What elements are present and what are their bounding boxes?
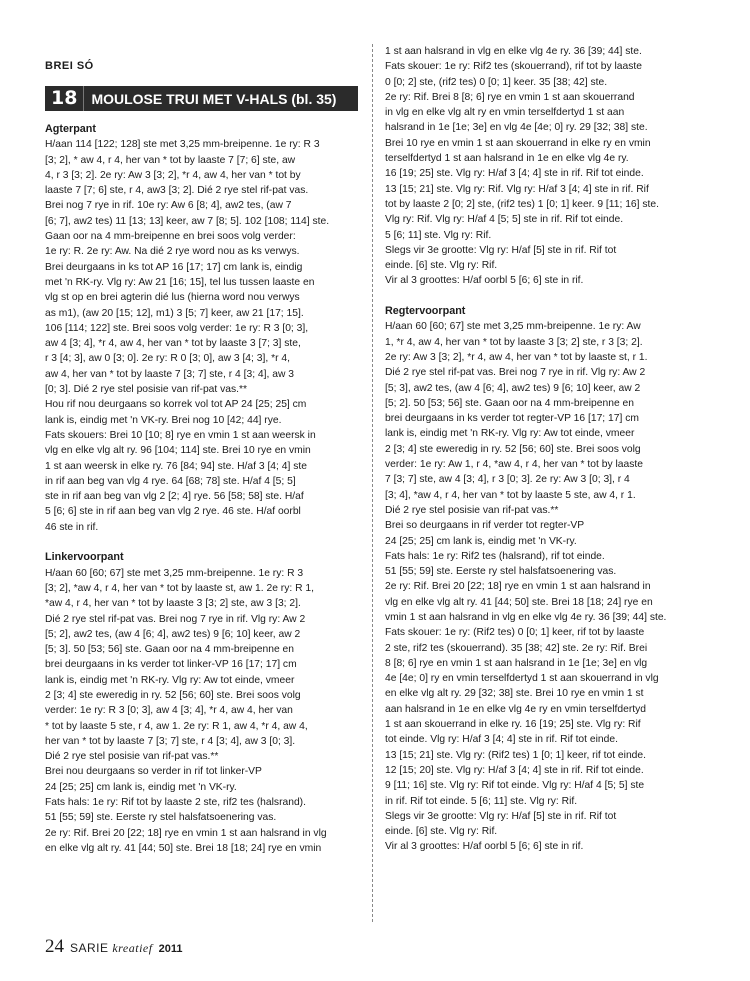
instruction-line: ste in rif aan beg van vlg 2 [2; 4] rye. 56 [58; 58] ste. H/af xyxy=(45,491,304,503)
instruction-line: brei deurgaans in ks verder tot regter-VP 16 [17; 17] cm xyxy=(385,413,639,425)
instruction-line: 1 st aan halsrand in vlg en elke vlg 4e ry. 36 [39; 44] ste. xyxy=(385,46,642,57)
instruction-line: Fats skouers: Brei 10 [10; 8] rye en vmin 1 st aan weersk in xyxy=(45,429,316,441)
instruction-line: 4, r 3 [3; 2]. 2e ry: Aw 3 [3; 2], *r 4, aw 4, her van * tot by xyxy=(45,169,301,181)
instruction-line: en elke vlg alt ry. 29 [32; 38] ste. Brei 10 rye en vmin 1 st xyxy=(385,688,644,700)
instruction-line: [3; 2], * aw 4, r 4, her van * tot by laaste 7 [7; 6] ste, aw xyxy=(45,154,296,166)
instruction-line: brei deurgaans in ks verder tot linker-VP 16 [17; 17] cm xyxy=(45,659,297,671)
instruction-line: *aw 4, r 4, her van * tot by laaste 3 [3; 2] ste, aw 3 [3; 2]. xyxy=(45,598,301,610)
pattern-number: 18 xyxy=(45,86,84,111)
instruction-line: 7 [3; 7] ste, aw 4 [3; 4], r 3 [0; 3]. 2e ry: Aw 3 [0; 3], r 4 xyxy=(385,474,630,486)
instruction-line xyxy=(385,289,666,304)
instruction-line: einde. [6] ste. Vlg ry: Rif. xyxy=(385,826,498,838)
instruction-line: Fats skouer: 1e ry: Rif2 tes (skouerrand), rif tot by laaste xyxy=(385,61,642,73)
instruction-line: Brei 10 rye en vmin 1 st aan skouerrand in elke ry en vmin xyxy=(385,137,651,149)
instruction-line: 1e ry: R. 2e ry: Aw. Na dié 2 rye word nou as ks verwys. xyxy=(45,246,300,258)
instruction-line: 2e ry: Rif. Brei 8 [8; 6] rye en vmin 1 st aan skouerrand xyxy=(385,91,635,103)
instruction-line: terselfdertyd 1 st aan halsrand in 1e en elke vlg 4e ry. xyxy=(385,153,629,165)
instruction-line: Dié 2 rye stel posisie van rif-pat vas.** xyxy=(45,751,219,763)
instruction-line: Hou rif nou deurgaans so korrek vol tot AP 24 [25; 25] cm xyxy=(45,399,307,411)
instruction-line: 2e ry: Rif. Brei 20 [22; 18] rye en vmin 1 st aan halsrand in vlg xyxy=(45,827,327,839)
right-column xyxy=(385,44,666,855)
instruction-line: aw 4 [3; 4], *r 4, aw 4, her van * tot by laaste 3 [7; 3] ste, xyxy=(45,338,301,350)
instruction-line: [3; 4], *aw 4, r 4, her van * tot by laaste 5 ste, aw 4, r 1. xyxy=(385,489,636,501)
instruction-line: [5; 3], aw2 tes, (aw 4 [6; 4], aw2 tes) 9 [6; 10] keer, aw 2 xyxy=(385,382,641,394)
instruction-line: [6; 7], aw2 tes) 11 [13; 13] keer, aw 7 [8; 5]. 102 [108; 114] ste. xyxy=(45,215,330,227)
section-heading: Agterpant xyxy=(45,123,96,135)
instruction-line: Brei deurgaans in ks tot AP 16 [17; 17] cm lank is, eindig xyxy=(45,261,303,273)
instruction-line: in rif aan beg van vlg 4 rye. 64 [68; 78] ste. H/af 4 [5; 5] xyxy=(45,475,296,487)
instruction-line: 4e [4e; 0] ry en vmin terselfdertyd 1 st aan skouerrand in vlg xyxy=(385,673,659,685)
instruction-line: 2e ry: Rif. Brei 20 [22; 18] rye en vmin 1 st aan halsrand in xyxy=(385,581,651,593)
instruction-line: 12 [15; 20] ste. Vlg ry: H/af 3 [4; 4] ste in rif. Rif tot einde. xyxy=(385,764,644,776)
instruction-line: Brei so deurgaans in rif verder tot regter-VP xyxy=(385,520,585,532)
instruction-line: vlg en elke vlg alt ry. 41 [44; 50] ste. Brei 18 [18; 24] rye en xyxy=(385,596,653,608)
instruction-line: laaste 7 [7; 6] ste, r 4, aw3 [3; 2]. Dié 2 rye stel rif-pat vas. xyxy=(45,185,309,197)
instruction-line: [0; 3]. Dié 2 rye stel posisie van rif-pat vas.** xyxy=(45,384,248,396)
instruction-line: Brei nou deurgaans so verder in rif tot linker-VP xyxy=(45,766,262,778)
instruction-line: Fats hals: 1e ry: Rif2 tes (halsrand), rif tot einde. xyxy=(385,550,605,562)
instruction-line: Dié 2 rye stel rif-pat vas. Brei nog 7 rye in rif. Vlg ry: Aw 2 xyxy=(385,367,646,379)
instruction-line: [5; 3]. 50 [53; 56] ste. Gaan oor na 4 mm-breipenne en xyxy=(45,644,294,656)
instruction-line: tot einde. Vlg ry: H/af 3 [4; 4] ste in rif. Rif tot einde. xyxy=(385,734,618,746)
instruction-line: Vir al 3 groottes: H/af oorbl 5 [6; 6] ste in rif. xyxy=(385,275,584,287)
instruction-line: tot by laaste 2 [0; 2] ste, (rif2 tes) 1 [0; 1] keer. 9 [11; 16] ste. xyxy=(385,198,659,210)
instruction-line: her van * tot by laaste 7 [3; 7] ste, r 4 [3; 4], aw 3 [0; 3]. xyxy=(45,735,296,747)
section-kicker: BREI SÓ xyxy=(45,60,94,72)
instruction-line: 51 [55; 59] ste. Eerste ry stel halsfatsoenering vas. xyxy=(385,566,617,578)
instruction-line: 13 [15; 21] ste. Vlg ry: (Rif2 tes) 1 [0; 1] keer, rif tot einde. xyxy=(385,749,646,761)
instruction-line: Slegs vir 3e grootte: Vlg ry: H/af [5] ste in rif. Rif tot xyxy=(385,810,617,822)
instruction-line: H/aan 114 [122; 128] ste met 3,25 mm-breipenne. 1e ry: R 3 xyxy=(45,139,320,151)
instruction-line: [5; 2], aw2 tes, (aw 4 [6; 4], aw2 tes) 9 [6; 10] keer, aw 2 xyxy=(45,628,301,640)
instruction-line: 2e ry: Aw 3 [3; 2], *r 4, aw 4, her van * tot by laaste st, r 1. xyxy=(385,351,648,363)
issue-year: 2011 xyxy=(158,943,183,955)
instruction-line: Brei nog 7 rye in rif. 10e ry: Aw 6 [8; 4], aw2 tes, (aw 7 xyxy=(45,200,292,212)
instruction-line: [5; 2]. 50 [53; 56] ste. Gaan oor na 4 mm-breipenne en xyxy=(385,397,634,409)
instruction-line: Gaan oor na 4 mm-breipenne en brei soos volg verder: xyxy=(45,231,296,243)
section-heading: Linkervoorpant xyxy=(45,551,124,564)
instruction-line: met 'n RK-ry. Vlg ry: Aw 21 [16; 15], tel lus tussen laaste en xyxy=(45,276,315,288)
instruction-line: verder: 1e ry: R 3 [0; 3], aw 4 [3; 4], *r 4, aw 4, her van xyxy=(45,705,293,717)
instruction-line: r 3 [4; 3], aw 0 [3; 0]. 2e ry: R 0 [3; 0], aw 3 [4; 3], *r 4, xyxy=(45,353,290,365)
instruction-line: 2 [3; 4] ste eweredig in ry. 52 [56; 60] ste. Brei soos volg xyxy=(385,443,641,455)
instruction-line: 0 [0; 2] ste, (rif2 tes) 0 [0; 1] keer. 35 [38; 42] ste. xyxy=(385,76,608,88)
instruction-line: 51 [55; 59] ste. Eerste ry stel halsfatsoenering vas. xyxy=(45,812,277,824)
instruction-line: en elke vlg alt ry. 41 [44; 50] ste. Brei 18 [18; 24] rye en vmin xyxy=(45,842,322,854)
pattern-title-banner xyxy=(45,86,358,111)
instruction-line: Fats hals: 1e ry: Rif tot by laaste 2 ste, rif2 tes (halsrand). xyxy=(45,797,306,809)
instruction-line: 46 ste in rif. xyxy=(45,521,99,533)
instruction-line: lank is, eindig met 'n VK-ry. Brei nog 10 [42; 44] rye. xyxy=(45,414,282,426)
instruction-line: 5 [6; 11] ste. Vlg ry: Rif. xyxy=(385,229,492,241)
instruction-line: Dié 2 rye stel rif-pat vas. Brei nog 7 rye in rif. Vlg ry: Aw 2 xyxy=(45,613,306,625)
instruction-line: vmin 1 st aan halsrand in vlg en elke vlg 4e ry. 36 [39; 44] ste. xyxy=(385,611,667,623)
instruction-line: * tot by laaste 5 ste, r 4, aw 1. 2e ry: R 1, aw 4, *r 4, aw 4, xyxy=(45,720,308,732)
instruction-line: aw 4, her van * tot by laaste 7 [3; 7] ste, r 4 [3; 4], aw 3 xyxy=(45,368,294,380)
instruction-line: vlg st op en brei agterin dié lus (hierna word nou verwys xyxy=(45,292,300,304)
instruction-line: Dié 2 rye stel posisie van rif-pat vas.** xyxy=(385,504,559,516)
instruction-line: 8 [8; 6] rye en vmin 1 st aan halsrand in 1e [1e; 3e] en vlg xyxy=(385,657,648,669)
pattern-title: MOULOSE TRUI MET V-HALS (bl. 35) xyxy=(91,90,337,107)
magazine-name: SARIE kreatief xyxy=(70,941,153,955)
instruction-line: 5 [6; 6] ste in rif aan beg van vlg 2 rye. 46 ste. H/af oorbl xyxy=(45,506,301,518)
instruction-line: 24 [25; 25] cm lank is, eindig met 'n VK-ry. xyxy=(45,781,237,793)
instruction-line: H/aan 60 [60; 67] ste met 3,25 mm-breipenne. 1e ry: Aw xyxy=(385,321,641,333)
instruction-line: Fats skouer: 1e ry: (Rif2 tes) 0 [0; 1] keer, rif tot by laaste xyxy=(385,627,645,639)
instruction-line: 1 st aan weersk in elke ry. 76 [84; 94] ste. H/af 3 [4; 4] ste xyxy=(45,460,307,472)
page-footer xyxy=(45,936,182,958)
instruction-line: 13 [15; 21] ste. Vlg ry: Rif. Vlg ry: H/af 3 [4; 4] ste in rif. Rif xyxy=(385,183,649,195)
instruction-line xyxy=(45,535,329,550)
instruction-line: aan halsrand in 1e en elke vlg 4e ry en vmin terselfdertyd xyxy=(385,703,647,715)
instruction-line: lank is, eindig met 'n RK-ry. Vlg ry: Aw tot einde, vmeer xyxy=(385,428,635,440)
instruction-line: Slegs vir 3e grootte: Vlg ry: H/af [5] ste in rif. Rif tot xyxy=(385,244,617,256)
instruction-line: H/aan 60 [60; 67] ste met 3,25 mm-breipenne. 1e ry: R 3 xyxy=(45,567,304,579)
instruction-line: halsrand in 1e [1e; 3e] en vlg 4e [4e; 0] ry. 29 [32; 38] ste. xyxy=(385,122,648,134)
page-number: 24 xyxy=(45,936,64,957)
instruction-line: 1 st aan skouerrand in elke ry. 16 [19; 25] ste. Vlg ry: Rif xyxy=(385,719,641,731)
instruction-line: [3; 2], *aw 4, r 4, her van * tot by laaste st, aw 1. 2e ry: R 1, xyxy=(45,582,314,594)
instruction-line: 106 [114; 122] ste. Brei soos volg verder: 1e ry: R 3 [0; 3], xyxy=(45,322,309,334)
instruction-line: 1, *r 4, aw 4, her van * tot by laaste 3 [3; 2] ste, r 3 [3; 2]. xyxy=(385,336,643,348)
instruction-line: verder: 1e ry: Aw 1, r 4, *aw 4, r 4, her van * tot by laaste xyxy=(385,459,643,471)
instruction-line: einde. [6] ste. Vlg ry: Rif. xyxy=(385,260,498,272)
instruction-line: vlg en elke vlg alt ry. 96 [104; 114] ste. Brei 10 rye en vmin xyxy=(45,445,311,457)
instruction-line: in rif. Rif tot einde. 5 [6; 11] ste. Vlg ry: Rif. xyxy=(385,795,578,807)
instruction-line: lank is, eindig met 'n RK-ry. Vlg ry: Aw tot einde, vmeer xyxy=(45,674,295,686)
instruction-line: 9 [11; 16] ste. Vlg ry: Rif tot einde. Vlg ry: H/af 4 [5; 5] ste xyxy=(385,780,645,792)
instruction-line: as m1), (aw 20 [15; 12], m1) 3 [5; 7] keer, aw 21 [17; 15]. xyxy=(45,307,304,319)
instruction-line: Vlg ry: Rif. Vlg ry: H/af 4 [5; 5] ste in rif. Rif tot einde. xyxy=(385,214,624,226)
instruction-line: 16 [19; 25] ste. Vlg ry: H/af 3 [4; 4] ste in rif. Rif tot einde. xyxy=(385,168,644,180)
left-column xyxy=(45,122,329,856)
section-heading: Regtervoorpant xyxy=(385,305,466,318)
instruction-line: Vir al 3 groottes: H/af oorbl 5 [6; 6] ste in rif. xyxy=(385,841,584,853)
instruction-line: in vlg en elke vlg alt ry en vmin terselfdertyd 1 st aan xyxy=(385,107,625,119)
column-divider xyxy=(372,44,373,922)
instruction-line: 2 [3; 4] ste eweredig in ry. 52 [56; 60] ste. Brei soos volg xyxy=(45,689,301,701)
instruction-line: 24 [25; 25] cm lank is, eindig met 'n VK-ry. xyxy=(385,535,577,547)
instruction-line: 2 ste, rif2 tes (skouerrand). 35 [38; 42] ste. 2e ry: Rif. Brei xyxy=(385,642,648,654)
magazine-tag: kreatief xyxy=(112,941,153,955)
